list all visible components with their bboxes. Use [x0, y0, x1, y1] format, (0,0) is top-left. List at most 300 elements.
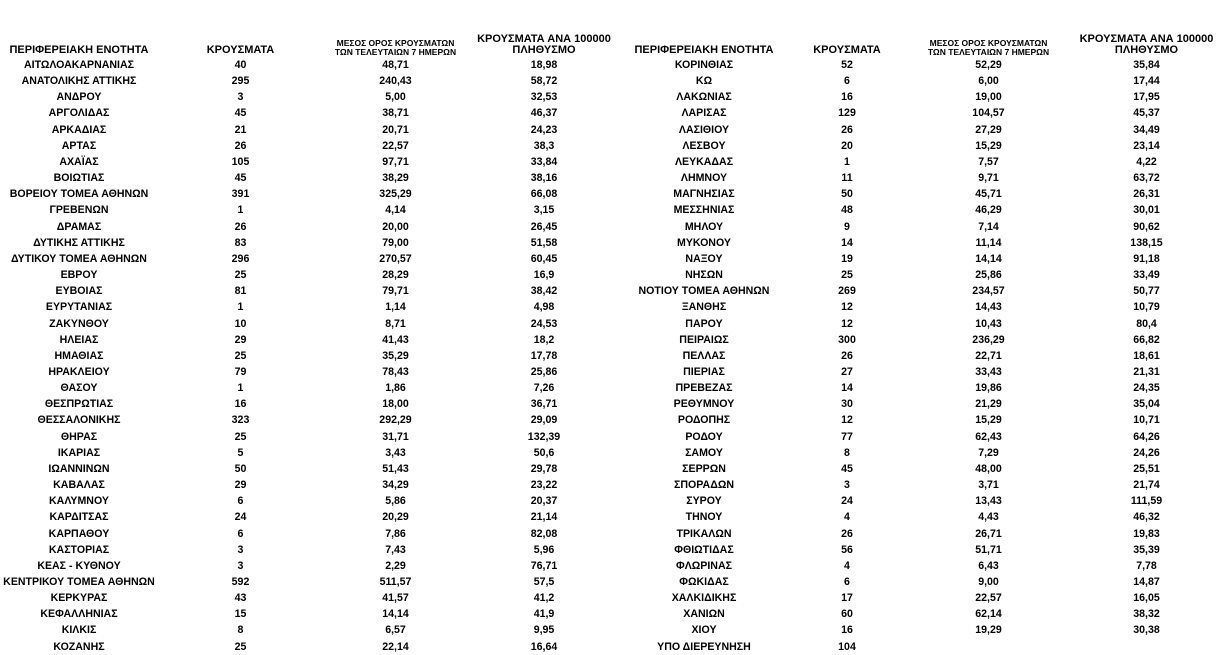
- per100k-value: 50,6: [533, 446, 555, 459]
- region-name: ΠΡΕΒΕΖΑΣ: [675, 382, 733, 395]
- region-name: ΝΗΣΩΝ: [685, 269, 723, 282]
- cases-value: 6: [844, 576, 850, 588]
- avg7-value: 28,29: [382, 269, 409, 282]
- avg7-value: 14,14: [975, 252, 1002, 265]
- region-name: ΛΑΣΙΘΙΟΥ: [678, 123, 730, 136]
- region-name: ΣΑΜΟΥ: [685, 446, 723, 459]
- cases-table-right: [620, 0, 1222, 655]
- cases-value: 52: [841, 59, 853, 71]
- table-row: [0, 186, 620, 202]
- avg7-value: 3,71: [978, 479, 999, 492]
- table-row: [0, 606, 620, 622]
- cases-value: 1: [237, 382, 244, 395]
- cases-value: 16: [841, 91, 853, 104]
- cases-value: 43: [234, 592, 247, 605]
- avg7-value: 10,43: [975, 317, 1002, 330]
- header-avg7: [323, 0, 468, 57]
- per100k-value: 46,37: [530, 107, 558, 120]
- avg7-value: 27,29: [975, 123, 1002, 136]
- per100k-value: 21,74: [1133, 479, 1160, 492]
- cases-value: 24: [234, 511, 247, 524]
- cases-value: 105: [231, 155, 250, 168]
- region-name: ΗΜΑΘΙΑΣ: [54, 349, 104, 362]
- region-name: ΘΕΣΠΡΩΤΙΑΣ: [44, 398, 114, 411]
- per100k-value: 66,08: [530, 188, 558, 201]
- cases-value: 295: [231, 75, 250, 88]
- table-row: [0, 429, 620, 445]
- per100k-value: 45,37: [1133, 107, 1160, 120]
- region-name: ΖΑΚΥΝΘΟΥ: [49, 317, 109, 330]
- cases-value: 25: [234, 269, 247, 282]
- avg7-value: 22,57: [975, 592, 1002, 605]
- table-row: [0, 590, 620, 606]
- avg7-value: 20,29: [382, 511, 409, 524]
- cases-value: 323: [231, 414, 250, 427]
- header-per100k: [468, 0, 620, 57]
- table-row: [620, 316, 1222, 332]
- cases-value: 129: [838, 107, 856, 120]
- region-name: ΙΩΑΝΝΙΝΩΝ: [48, 462, 110, 475]
- header-row: [0, 0, 620, 57]
- cases-value: 56: [841, 543, 853, 556]
- table-row: [0, 412, 620, 428]
- region-name: ΜΗΛΟΥ: [684, 220, 724, 233]
- cases-value: 50: [234, 462, 247, 475]
- avg7-value: 3,43: [385, 446, 406, 459]
- region-name: ΔΥΤΙΚΟΥ ΤΟΜΕΑ ΑΘΗΝΩΝ: [11, 252, 147, 265]
- region-name: ΘΕΣΣΑΛΟΝΙΚΗΣ: [37, 414, 121, 427]
- table-row: [620, 105, 1222, 121]
- avg7-value: 325,29: [379, 188, 412, 201]
- cases-value: 592: [231, 576, 250, 588]
- per100k-value: 35,04: [1133, 398, 1160, 411]
- table-row: [0, 396, 620, 412]
- avg7-value: 104,57: [972, 107, 1005, 120]
- cases-value: 50: [841, 188, 853, 201]
- cases-value: 25: [234, 640, 247, 653]
- per100k-value: 138,15: [1130, 236, 1163, 249]
- region-name: ΑΡΤΑΣ: [61, 139, 97, 152]
- header-avg7-line2: ΤΩΝ ΤΕΛΕΥΤΑΙΩΝ 7 ΗΜΕΡΩΝ: [334, 47, 457, 58]
- region-name: ΚΕΡΚΥΡΑΣ: [50, 592, 108, 605]
- region-name: ΛΗΜΝΟΥ: [680, 172, 728, 185]
- region-name: ΠΕΛΛΑΣ: [682, 349, 726, 362]
- table-row: [0, 316, 620, 332]
- cases-value: 9: [844, 220, 850, 233]
- cases-value: 11: [841, 172, 853, 185]
- cases-value: 21: [234, 123, 247, 136]
- header-per100k: [1071, 0, 1222, 57]
- cases-value: 26: [234, 220, 247, 233]
- per100k-value: 41,9: [533, 608, 555, 621]
- cases-value: 6: [237, 495, 244, 508]
- table-row: [0, 639, 620, 655]
- cases-value: 26: [841, 527, 853, 540]
- table-row: [620, 461, 1222, 477]
- region-name: ΓΡΕΒΕΝΩΝ: [49, 204, 109, 217]
- cases-value: 5: [237, 446, 244, 459]
- header-avg7-line1: ΜΕΣΟΣ ΟΡΟΣ ΚΡΟΥΣΜΑΤΩΝ: [929, 38, 1048, 49]
- per100k-value: 24,53: [530, 317, 558, 330]
- cases-value: 296: [231, 252, 250, 265]
- avg7-value: 41,57: [382, 592, 409, 605]
- avg7-value: 14,43: [975, 301, 1002, 314]
- per100k-value: 51,58: [530, 236, 558, 249]
- per100k-value: 41,2: [533, 592, 555, 605]
- header-region: ΠΕΡΙΦΕΡΕΙΑΚΗ ΕΝΟΤΗΤΑ: [9, 44, 149, 57]
- header-per100k-line2: ΠΛΗΘΥΣΜΟ: [1114, 44, 1179, 57]
- avg7-value: 46,29: [975, 204, 1002, 217]
- region-name: ΜΥΚΟΝΟΥ: [677, 236, 731, 249]
- cases-value: 3: [237, 91, 244, 104]
- per100k-value: 57,5: [533, 576, 555, 588]
- table-row: [620, 396, 1222, 412]
- table-row: [0, 526, 620, 542]
- per100k-value: 33,49: [1133, 269, 1160, 282]
- table-row: [0, 202, 620, 218]
- avg7-value: 48,00: [975, 462, 1002, 475]
- avg7-value: 33,43: [975, 365, 1002, 378]
- avg7-value: 38,71: [382, 107, 409, 120]
- per100k-value: 23,14: [1133, 139, 1160, 152]
- table-row: [0, 558, 620, 574]
- per100k-value: 91,18: [1133, 252, 1160, 265]
- cases-value: 27: [841, 365, 853, 378]
- region-name: ΤΗΝΟΥ: [685, 511, 723, 524]
- table-row: [0, 477, 620, 493]
- table-row: [620, 170, 1222, 186]
- per100k-value: 29,09: [530, 414, 558, 427]
- cases-value: 17: [841, 592, 853, 605]
- region-name: ΘΗΡΑΣ: [60, 430, 98, 443]
- cases-value: 79: [234, 365, 247, 378]
- cases-value: 45: [841, 462, 853, 475]
- header-avg7-line1: ΜΕΣΟΣ ΟΡΟΣ ΚΡΟΥΣΜΑΤΩΝ: [336, 38, 455, 49]
- region-name: ΣΠΟΡΑΔΩΝ: [674, 479, 734, 492]
- region-name: ΦΛΩΡΙΝΑΣ: [676, 559, 732, 572]
- cases-value: 3: [844, 479, 850, 492]
- per100k-value: 66,82: [1133, 333, 1160, 346]
- table-row: [620, 542, 1222, 558]
- per100k-value: 32,53: [530, 91, 558, 104]
- per100k-value: 38,3: [533, 139, 555, 152]
- header-region: ΠΕΡΙΦΕΡΕΙΑΚΗ ΕΝΟΤΗΤΑ: [634, 44, 774, 57]
- region-name: ΑΙΤΩΛΟΑΚΑΡΝΑΝΙΑΣ: [23, 59, 135, 71]
- region-name: ΒΟΡΕΙΟΥ ΤΟΜΕΑ ΑΘΗΝΩΝ: [9, 188, 149, 201]
- table-row: [620, 348, 1222, 364]
- avg7-value: 38,29: [382, 172, 409, 185]
- avg7-value: 8,71: [385, 317, 406, 330]
- avg7-value: 1,14: [385, 301, 406, 314]
- table-row: [620, 526, 1222, 542]
- region-name: ΛΑΚΩΝΙΑΣ: [676, 91, 732, 104]
- per100k-value: 5,96: [533, 543, 555, 556]
- avg7-value: 15,29: [975, 139, 1002, 152]
- cases-value: 12: [841, 301, 853, 314]
- avg7-value: 22,57: [382, 139, 409, 152]
- avg7-value: 45,71: [975, 188, 1002, 201]
- table-row: [620, 412, 1222, 428]
- per100k-value: 36,71: [530, 398, 558, 411]
- region-name: ΚΑΡΔΙΤΣΑΣ: [49, 511, 109, 524]
- table-row: [0, 364, 620, 380]
- cases-value: 391: [231, 188, 250, 201]
- table-row: [620, 283, 1222, 299]
- per100k-value: 16,64: [530, 640, 558, 653]
- cases-value: 48: [841, 204, 853, 217]
- per100k-value: 38,42: [530, 285, 558, 298]
- region-name: ΕΥΒΟΙΑΣ: [55, 285, 103, 298]
- avg7-value: 34,29: [382, 479, 409, 492]
- cases-value: 25: [234, 430, 247, 443]
- table-row: [0, 89, 620, 105]
- region-name: ΚΩ: [695, 75, 713, 88]
- table-body-right: [620, 57, 1222, 655]
- cases-value: 4: [844, 559, 850, 572]
- per100k-value: 58,72: [530, 75, 558, 88]
- per100k-value: 90,62: [1133, 220, 1160, 233]
- per100k-value: 3,15: [533, 204, 555, 217]
- avg7-value: 270,57: [379, 252, 412, 265]
- table-row: [620, 122, 1222, 138]
- table-row: [620, 622, 1222, 638]
- avg7-value: 236,29: [972, 333, 1005, 346]
- cases-value: 8: [844, 446, 850, 459]
- per100k-value: 33,84: [530, 155, 558, 168]
- header-per100k-line1: ΚΡΟΥΣΜΑΤΑ ΑΝΑ 100000: [477, 32, 611, 45]
- table-row: [0, 283, 620, 299]
- per100k-value: 26,31: [1133, 188, 1160, 201]
- avg7-value: 7,57: [978, 155, 999, 168]
- cases-value: 1: [237, 204, 244, 217]
- cases-value: 16: [234, 398, 247, 411]
- region-name: ΚΑΒΑΛΑΣ: [53, 479, 105, 492]
- region-name: ΝΟΤΙΟΥ ΤΟΜΕΑ ΑΘΗΝΩΝ: [638, 285, 770, 298]
- table-row: [0, 57, 620, 73]
- avg7-value: 48,71: [382, 59, 409, 71]
- avg7-value: 14,14: [382, 608, 409, 621]
- per100k-value: 50,77: [1133, 285, 1160, 298]
- cases-value: 60: [841, 608, 853, 621]
- per100k-value: 9,95: [533, 624, 555, 637]
- table-row: [620, 445, 1222, 461]
- region-name: ΠΕΙΡΑΙΩΣ: [679, 333, 729, 346]
- avg7-value: 18,00: [382, 398, 409, 411]
- per100k-value: 35,39: [1133, 543, 1160, 556]
- avg7-value: 25,86: [975, 269, 1002, 282]
- region-name: ΙΚΑΡΙΑΣ: [57, 446, 101, 459]
- per100k-value: 34,49: [1133, 123, 1160, 136]
- region-name: ΚΑΛΥΜΝΟΥ: [49, 495, 109, 508]
- avg7-value: 6,00: [978, 75, 999, 88]
- cases-value: 8: [237, 624, 244, 637]
- avg7-value: 21,29: [975, 398, 1002, 411]
- region-name: ΠΙΕΡΙΑΣ: [683, 365, 725, 378]
- header-per100k-line2: ΠΛΗΘΥΣΜΟ: [512, 44, 576, 57]
- region-name: ΘΑΣΟΥ: [60, 382, 98, 395]
- table-row: [0, 105, 620, 121]
- per100k-value: 21,31: [1133, 365, 1160, 378]
- region-name: ΚΟΖΑΝΗΣ: [53, 640, 105, 653]
- table-row: [620, 477, 1222, 493]
- per100k-value: 25,86: [530, 365, 558, 378]
- table-row: [620, 299, 1222, 315]
- avg7-value: 2,29: [385, 559, 406, 572]
- region-name: ΣΥΡΟΥ: [686, 495, 722, 508]
- avg7-value: 22,71: [975, 349, 1002, 362]
- region-name: ΞΑΝΘΗΣ: [681, 301, 727, 314]
- avg7-value: 19,86: [975, 382, 1002, 395]
- per100k-value: 46,32: [1133, 511, 1160, 524]
- table-row: [0, 461, 620, 477]
- region-name: ΔΡΑΜΑΣ: [56, 220, 102, 233]
- avg7-value: 20,00: [382, 220, 409, 233]
- table-row: [620, 429, 1222, 445]
- table-row: [620, 493, 1222, 509]
- cases-value: 77: [841, 430, 853, 443]
- table-row: [620, 57, 1222, 73]
- region-name: ΚΟΡΙΝΘΙΑΣ: [674, 59, 734, 71]
- cases-value: 26: [234, 139, 247, 152]
- avg7-value: 6,43: [978, 559, 999, 572]
- per100k-value: 60,45: [530, 252, 558, 265]
- table-row: [620, 89, 1222, 105]
- avg7-value: 79,71: [382, 285, 409, 298]
- cases-value: 83: [234, 236, 247, 249]
- table-row: [0, 219, 620, 235]
- avg7-value: 62,43: [975, 430, 1002, 443]
- per100k-value: [1071, 639, 1222, 655]
- right-half: [620, 0, 1222, 655]
- region-name: ΑΝΔΡΟΥ: [56, 91, 102, 104]
- cases-value: 6: [237, 527, 244, 540]
- region-name: ΠΑΡΟΥ: [685, 317, 723, 330]
- avg7-value: 19,29: [975, 624, 1002, 637]
- region-name: ΛΕΥΚΑΔΑΣ: [674, 155, 734, 168]
- avg7-value: 4,43: [978, 511, 999, 524]
- region-name: ΝΑΞΟΥ: [685, 252, 723, 265]
- per100k-value: 24,26: [1133, 446, 1160, 459]
- cases-value: 1: [237, 301, 244, 314]
- table-row: [620, 186, 1222, 202]
- per100k-value: 30,01: [1133, 204, 1160, 217]
- region-name: ΒΟΙΩΤΙΑΣ: [53, 172, 105, 185]
- avg7-value: 511,57: [379, 576, 412, 588]
- region-name: ΚΕΑΣ - ΚΥΘΝΟΥ: [37, 559, 121, 572]
- region-name: ΜΕΣΣΗΝΙΑΣ: [673, 204, 735, 217]
- header-cases: ΚΡΟΥΣΜΑΤΑ: [813, 44, 881, 57]
- region-name: ΚΕΝΤΡΙΚΟΥ ΤΟΜΕΑ ΑΘΗΝΩΝ: [3, 576, 155, 588]
- per100k-value: 82,08: [530, 527, 558, 540]
- per100k-value: 17,78: [530, 349, 558, 362]
- cases-value: 26: [841, 123, 853, 136]
- table-row: [0, 138, 620, 154]
- table-row: [0, 73, 620, 89]
- region-name: ΡΟΔΟΠΗΣ: [677, 414, 731, 427]
- region-name: ΕΥΡΥΤΑΝΙΑΣ: [45, 301, 113, 314]
- per100k-value: 63,72: [1133, 172, 1160, 185]
- cases-value: 269: [838, 285, 856, 298]
- per100k-value: 64,26: [1133, 430, 1160, 443]
- per100k-value: 7,78: [1136, 559, 1157, 572]
- region-name: ΚΑΡΠΑΘΟΥ: [48, 527, 110, 540]
- avg7-value: 1,86: [385, 382, 406, 395]
- table-row: [620, 138, 1222, 154]
- per100k-value: 35,84: [1133, 59, 1160, 71]
- per100k-value: 4,22: [1136, 155, 1157, 168]
- avg7-value: 51,43: [382, 462, 409, 475]
- header-cases: ΚΡΟΥΣΜΑΤΑ: [206, 44, 275, 57]
- per100k-value: 24,35: [1133, 382, 1160, 395]
- region-name: ΗΛΕΙΑΣ: [59, 333, 99, 346]
- header-per100k-line1: ΚΡΟΥΣΜΑΤΑ ΑΝΑ 100000: [1079, 32, 1214, 45]
- avg7-value: [906, 639, 1071, 655]
- table-row: [0, 267, 620, 283]
- table-row: [620, 154, 1222, 170]
- cases-value: 12: [841, 414, 853, 427]
- region-name: ΣΕΡΡΩΝ: [682, 462, 726, 475]
- table-row: [620, 380, 1222, 396]
- region-name: ΤΡΙΚΑΛΩΝ: [676, 527, 732, 540]
- cases-value: 12: [841, 317, 853, 330]
- per100k-value: 18,2: [533, 333, 555, 346]
- region-name: ΧΙΟΥ: [691, 624, 717, 637]
- table-row: [620, 219, 1222, 235]
- table-row: [620, 509, 1222, 525]
- per100k-value: 4,98: [533, 301, 555, 314]
- avg7-value: 51,71: [975, 543, 1002, 556]
- region-name: ΕΒΡΟΥ: [60, 269, 98, 282]
- avg7-value: 26,71: [975, 527, 1002, 540]
- per100k-value: 23,22: [530, 479, 558, 492]
- cases-value: 1: [844, 155, 850, 168]
- table-body-left: [0, 57, 620, 655]
- avg7-value: 13,43: [975, 495, 1002, 508]
- avg7-value: 4,14: [385, 204, 406, 217]
- avg7-value: 79,00: [382, 236, 409, 249]
- region-name: ΑΡΓΟΛΙΔΑΣ: [48, 107, 110, 120]
- table-row: [0, 493, 620, 509]
- per100k-value: 19,83: [1133, 527, 1160, 540]
- region-name: ΦΘΙΩΤΙΔΑΣ: [674, 543, 734, 556]
- per100k-value: 10,79: [1133, 301, 1160, 314]
- avg7-value: 5,86: [385, 495, 406, 508]
- table-row: [0, 445, 620, 461]
- per100k-value: 24,23: [530, 123, 558, 136]
- cases-value: 81: [234, 285, 247, 298]
- cases-value: 16: [841, 624, 853, 637]
- table-row: [620, 73, 1222, 89]
- per100k-value: 76,71: [530, 559, 558, 572]
- per100k-value: 38,32: [1133, 608, 1160, 621]
- cases-value: 45: [234, 172, 247, 185]
- cases-value: 3: [237, 543, 244, 556]
- cases-value: 19: [841, 252, 853, 265]
- cases-value: 6: [844, 75, 850, 88]
- region-name: ΗΡΑΚΛΕΙΟΥ: [48, 365, 110, 378]
- avg7-value: 52,29: [975, 59, 1002, 71]
- region-name: ΚΕΦΑΛΛΗΝΙΑΣ: [40, 608, 118, 621]
- avg7-value: 240,43: [379, 75, 412, 88]
- table-row: [0, 154, 620, 170]
- per100k-value: 20,37: [530, 495, 558, 508]
- table-row: [0, 622, 620, 638]
- table-row: [620, 332, 1222, 348]
- header-avg7-line2: ΤΩΝ ΤΕΛΕΥΤΑΙΩΝ 7 ΗΜΕΡΩΝ: [927, 47, 1050, 58]
- per100k-value: 16,05: [1133, 592, 1160, 605]
- cases-value: 300: [838, 333, 856, 346]
- table-row: [620, 202, 1222, 218]
